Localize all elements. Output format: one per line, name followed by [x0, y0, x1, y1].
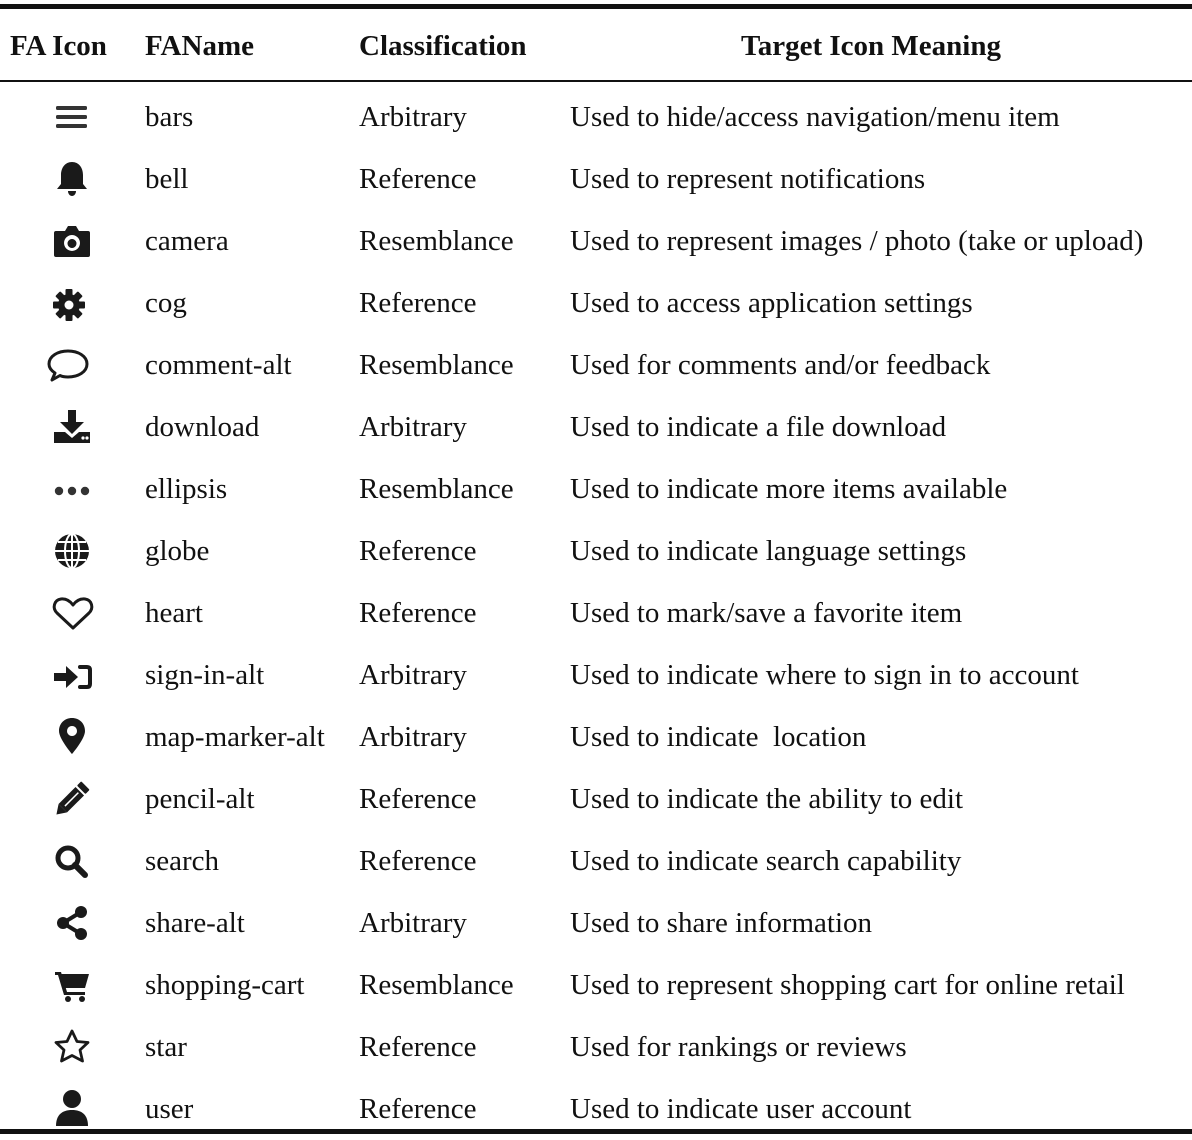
icon-classification: Reference	[359, 1093, 477, 1125]
sign-in-alt-icon	[47, 655, 97, 695]
icon-meaning: Used to hide/access navigation/menu item	[570, 101, 1060, 133]
icon-meaning: Used to indicate more items available	[570, 473, 1008, 505]
icon-name: user	[145, 1093, 194, 1125]
table-row	[0, 582, 1192, 644]
bars-icon	[47, 97, 97, 137]
icon-meaning: Used for comments and/or feedback	[570, 349, 991, 381]
icon-classification: Resemblance	[359, 225, 514, 257]
table-bottom-rule	[0, 1129, 1192, 1134]
user-icon	[47, 1089, 97, 1129]
comment-alt-icon	[47, 345, 97, 385]
shopping-cart-icon	[47, 965, 97, 1005]
icon-classification: Arbitrary	[359, 101, 467, 133]
icon-meaning: Used to indicate the ability to edit	[570, 783, 964, 815]
table-row	[0, 210, 1192, 272]
share-alt-icon	[47, 903, 97, 943]
icon-meaning: Used to indicate where to sign in to account	[570, 659, 1079, 691]
icon-name: map-marker-alt	[145, 721, 325, 753]
icon-classification: Reference	[359, 597, 477, 629]
icon-meaning: Used to indicate user account	[570, 1093, 912, 1125]
table-row	[0, 334, 1192, 396]
icon-classification: Reference	[359, 287, 477, 319]
icon-name: camera	[145, 225, 229, 257]
header-classification: Classification	[359, 30, 527, 62]
icon-meaning: Used to access application settings	[570, 287, 973, 319]
icon-classification: Arbitrary	[359, 659, 467, 691]
icon-classification: Reference	[359, 783, 477, 815]
icon-classification: Reference	[359, 845, 477, 877]
icon-classification: Arbitrary	[359, 721, 467, 753]
table-row	[0, 520, 1192, 582]
table-header	[0, 22, 1192, 70]
icon-classification: Arbitrary	[359, 907, 467, 939]
icon-meaning: Used to represent images / photo (take or upload)	[570, 225, 1144, 257]
icon-name: pencil-alt	[145, 783, 255, 815]
icon-classification: Resemblance	[359, 473, 514, 505]
download-icon	[47, 407, 97, 447]
icon-meaning: Used to indicate location	[570, 721, 867, 753]
heart-icon	[47, 593, 97, 633]
pencil-alt-icon	[47, 779, 97, 819]
cog-icon	[47, 283, 97, 323]
icon-meaning: Used to represent shopping cart for online retail	[570, 969, 1125, 1001]
header-target-meaning: Target Icon Meaning	[741, 30, 1001, 62]
table-row	[0, 148, 1192, 210]
icon-name: search	[145, 845, 220, 877]
icon-classification: Resemblance	[359, 349, 514, 381]
search-icon	[47, 841, 97, 881]
icon-name: cog	[145, 287, 187, 319]
icon-name: download	[145, 411, 260, 443]
icon-name: shopping-cart	[145, 969, 305, 1001]
camera-icon	[47, 221, 97, 261]
icon-meaning: Used to indicate search capability	[570, 845, 962, 877]
icon-name: bars	[145, 101, 194, 133]
icon-classification: Resemblance	[359, 969, 514, 1001]
icon-name: star	[145, 1031, 187, 1063]
icon-name: ellipsis	[145, 473, 228, 505]
table-row	[0, 954, 1192, 1016]
table-top-rule	[0, 4, 1192, 9]
header-rule	[0, 80, 1192, 82]
bell-icon	[47, 159, 97, 199]
table-row	[0, 86, 1192, 148]
map-marker-alt-icon	[47, 717, 97, 757]
table-row	[0, 272, 1192, 334]
icon-name: heart	[145, 597, 203, 629]
icon-name: sign-in-alt	[145, 659, 265, 691]
table-row	[0, 396, 1192, 458]
icon-meaning: Used to mark/save a favorite item	[570, 597, 963, 629]
icon-meaning: Used to indicate a file download	[570, 411, 947, 443]
table-row	[0, 706, 1192, 768]
icon-name: share-alt	[145, 907, 245, 939]
header-fa-name: FAName	[145, 30, 254, 62]
icon-meaning: Used to represent notifications	[570, 163, 926, 195]
icon-classification: Reference	[359, 1031, 477, 1063]
icon-classification: Reference	[359, 535, 477, 567]
icon-meaning: Used to share information	[570, 907, 873, 939]
star-icon	[47, 1027, 97, 1067]
icon-classification: Arbitrary	[359, 411, 467, 443]
table-row	[0, 830, 1192, 892]
ellipsis-icon	[47, 469, 97, 509]
table-row	[0, 1016, 1192, 1078]
globe-icon	[47, 531, 97, 571]
icon-meaning: Used for rankings or reviews	[570, 1031, 907, 1063]
icon-classification: Reference	[359, 163, 477, 195]
icon-name: comment-alt	[145, 349, 292, 381]
table-row	[0, 644, 1192, 706]
icon-name: bell	[145, 163, 189, 195]
table-row	[0, 768, 1192, 830]
icon-meaning: Used to indicate language settings	[570, 535, 967, 567]
table-row	[0, 458, 1192, 520]
header-fa-icon: FA Icon	[10, 30, 107, 62]
table-row	[0, 892, 1192, 954]
icon-name: globe	[145, 535, 210, 567]
